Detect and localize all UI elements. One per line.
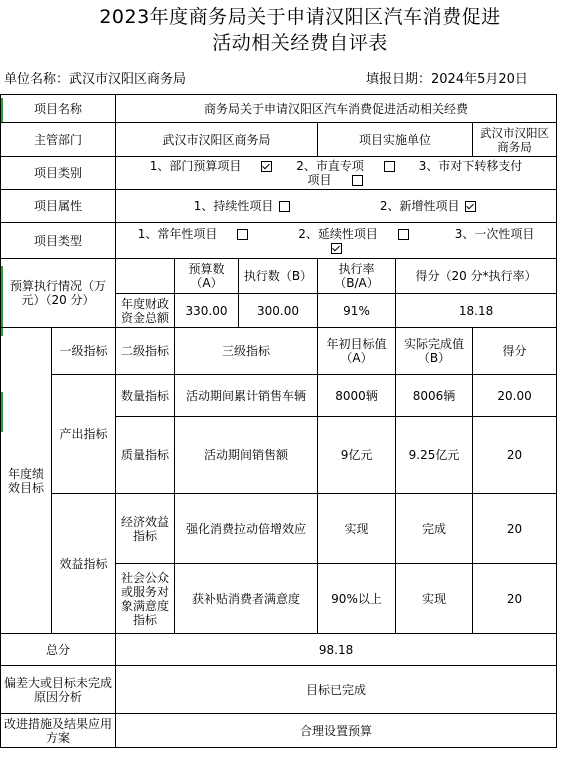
level3-cell: 获补贴消费者满意度 <box>175 564 318 634</box>
level2-cell: 数量指标 <box>116 375 175 417</box>
actual-cell: 完成 <box>396 494 473 564</box>
checkbox-checked-icon[interactable] <box>465 201 476 212</box>
impl-unit-label: 项目实施单位 <box>318 123 473 157</box>
attribute-options <box>116 190 557 223</box>
checkbox-empty-icon[interactable] <box>352 175 363 186</box>
table-row <box>1 375 557 417</box>
level2-header: 二级指标 <box>116 328 175 375</box>
deviation-value: 目标已完成 <box>116 666 557 714</box>
budget-header-row <box>1 259 557 294</box>
impl-unit-value: 武汉市汉阳区商务局 <box>473 123 557 157</box>
score-cell: 20 <box>473 417 557 494</box>
type-option-1: 1、常年性项目 <box>137 226 218 241</box>
level3-cell: 活动期间销售额 <box>175 417 318 494</box>
level2-cell: 社会公众或服务对象满意度指标 <box>116 564 175 634</box>
budget-score-header: 得分（20 分*执行率） <box>396 259 557 294</box>
score-cell: 20.00 <box>473 375 557 417</box>
dept-row <box>1 123 557 157</box>
checkbox-checked-icon[interactable] <box>331 243 342 254</box>
actual-header: 实际完成值（B） <box>396 328 473 375</box>
fill-date: 填报日期：2024年5月20日 <box>366 72 528 87</box>
target-cell: 8000辆 <box>318 375 396 417</box>
type-row <box>1 223 557 259</box>
target-cell: 9亿元 <box>318 417 396 494</box>
checkbox-checked-icon[interactable] <box>261 161 272 172</box>
page-title <box>60 4 540 56</box>
dept-label: 主管部门 <box>1 123 116 157</box>
score-cell: 20 <box>473 494 557 564</box>
category-options <box>116 157 557 190</box>
type-option-2: 2、延续性项目 <box>298 226 378 241</box>
category-option-3-cont: 项目 <box>307 173 332 187</box>
deviation-row <box>1 666 557 714</box>
performance-header-row <box>1 328 557 375</box>
deviation-label: 偏差大或目标未完成原因分析 <box>1 666 116 714</box>
type-options <box>116 223 557 259</box>
measures-row <box>1 714 557 748</box>
category-option-3: 3、市对下转移支付 <box>418 159 523 173</box>
project-name-value: 商务局关于申请汉阳区汽车消费促进活动相关经费 <box>116 95 557 123</box>
category-option-1: 1、部门预算项目 <box>149 159 242 173</box>
checkbox-empty-icon[interactable] <box>237 229 248 240</box>
actual-cell: 实现 <box>396 564 473 634</box>
category-option-2: 2、市直专项 <box>296 159 364 173</box>
evaluation-table <box>0 94 557 748</box>
attribute-option-2: 2、新增性项目 <box>379 199 460 213</box>
fiscal-total-label: 年度财政资金总额 <box>116 294 175 328</box>
checkbox-empty-icon[interactable] <box>398 229 409 240</box>
budget-blank <box>116 259 175 294</box>
level1-header: 一级指标 <box>52 328 116 375</box>
level3-header: 三级指标 <box>175 328 318 375</box>
total-row <box>1 634 557 666</box>
score-header: 得分 <box>473 328 557 375</box>
measures-label: 改进措施及结果应用方案 <box>1 714 116 748</box>
score-cell: 20 <box>473 564 557 634</box>
attribute-option-1: 1、持续性项目 <box>193 199 274 213</box>
project-name-row <box>1 95 557 123</box>
target-cell: 90%以上 <box>318 564 396 634</box>
checkbox-empty-icon[interactable] <box>279 201 290 212</box>
checkbox-empty-icon[interactable] <box>384 161 395 172</box>
exec-rate-header: 执行率（B/A） <box>318 259 396 294</box>
level3-cell: 活动期间累计销售车辆 <box>175 375 318 417</box>
benefit-indicator-label: 效益指标 <box>52 494 116 634</box>
attribute-label: 项目属性 <box>1 190 116 223</box>
total-value: 98.18 <box>116 634 557 666</box>
category-row <box>1 157 557 190</box>
performance-label: 年度绩效目标 <box>1 328 52 634</box>
measures-value: 合理设置预算 <box>116 714 557 748</box>
output-indicator-label: 产出指标 <box>52 375 116 494</box>
type-option-3: 3、一次性项目 <box>454 226 535 241</box>
budget-label: 预算执行情况（万元）（20 分） <box>1 259 116 328</box>
title-line-1: 2023年度商务局关于申请汉阳区汽车消费促进 <box>99 6 501 28</box>
level2-cell: 经济效益指标 <box>116 494 175 564</box>
exec-amount-value: 300.00 <box>239 294 318 328</box>
total-label: 总分 <box>1 634 116 666</box>
title-line-2: 活动相关经费自评表 <box>212 32 388 54</box>
category-label: 项目类别 <box>1 157 116 190</box>
target-header: 年初目标值（A） <box>318 328 396 375</box>
table-row <box>1 494 557 564</box>
budget-amount-header: 预算数（A） <box>175 259 239 294</box>
exec-rate-value: 91% <box>318 294 396 328</box>
level2-cell: 质量指标 <box>116 417 175 494</box>
unit-name: 单位名称：武汉市汉阳区商务局 <box>4 72 187 87</box>
dept-value: 武汉市汉阳区商务局 <box>116 123 318 157</box>
attribute-row <box>1 190 557 223</box>
target-cell: 实现 <box>318 494 396 564</box>
level3-cell: 强化消费拉动倍增效应 <box>175 494 318 564</box>
budget-score-value: 18.18 <box>396 294 557 328</box>
project-name-label: 项目名称 <box>1 95 116 123</box>
actual-cell: 8006辆 <box>396 375 473 417</box>
type-label: 项目类型 <box>1 223 116 259</box>
budget-amount-value: 330.00 <box>175 294 239 328</box>
actual-cell: 9.25亿元 <box>396 417 473 494</box>
exec-amount-header: 执行数（B） <box>239 259 318 294</box>
